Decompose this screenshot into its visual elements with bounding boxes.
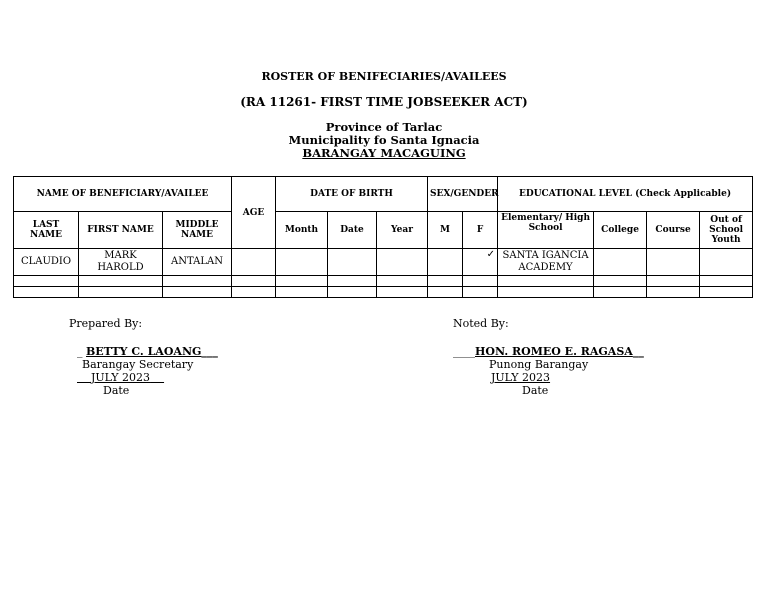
cell-f xyxy=(463,249,498,276)
prepared-name: BETTY C. LAOANG xyxy=(86,345,202,358)
cell-first-name: MARK HAROLD xyxy=(79,249,163,276)
cell-year xyxy=(377,249,428,276)
noted-position: Punong Barangay xyxy=(489,358,589,371)
header-name: NAME OF BENEFICIARY/AVAILEE xyxy=(14,177,232,212)
prepared-date: JULY 2023 xyxy=(91,371,151,384)
cell-course xyxy=(647,249,700,276)
noted-name: HON. ROMEO E. RAGASA xyxy=(475,345,633,358)
noted-date: JULY 2023 xyxy=(491,371,551,384)
noted-by-block: ____HON. ROMEO E. RAGASA__ Punong Barangay JULY 2023 Date xyxy=(453,345,644,397)
cell-middle-name: ANTALAN xyxy=(163,249,232,276)
province: Province of Tarlac xyxy=(325,120,443,134)
header-dob: DATE OF BIRTH xyxy=(276,177,428,212)
cell-m xyxy=(428,249,463,276)
header-last-name: LAST NAME xyxy=(14,212,79,249)
header-edu: EDUCATIONAL LEVEL (Check Applicable) xyxy=(498,177,753,212)
prepared-date-label: Date xyxy=(103,384,130,397)
location-block xyxy=(0,121,768,160)
cell-college xyxy=(594,249,647,276)
sub-header-row xyxy=(14,212,753,249)
roster-table xyxy=(13,176,753,298)
prepared-label: Prepared By: xyxy=(69,317,143,330)
header-year: Year xyxy=(377,212,428,249)
noted-date-label: Date xyxy=(522,384,549,397)
header-first-name: FIRST NAME xyxy=(79,212,163,249)
document-subtitle: (RA 11261- FIRST TIME JOBSEEKER ACT) xyxy=(240,95,528,109)
header-m: M xyxy=(428,212,463,249)
cell-age xyxy=(232,249,276,276)
header-date: Date xyxy=(328,212,377,249)
cell-elem-hs: SANTA IGANCIA ACADEMY xyxy=(498,249,594,276)
noted-label: Noted By: xyxy=(453,317,509,330)
group-header-row xyxy=(14,177,753,212)
prepared-position: Barangay Secretary xyxy=(82,358,194,371)
header-month: Month xyxy=(276,212,328,249)
cell-date xyxy=(328,249,377,276)
header-elem-hs: Elementary/ High School xyxy=(498,212,594,249)
document-title: ROSTER OF BENIFECIARIES/AVAILEES xyxy=(261,70,507,83)
cell-last-name: CLAUDIO xyxy=(14,249,79,276)
header-f: F xyxy=(463,212,498,249)
header-college: College xyxy=(594,212,647,249)
barangay: BARANGAY MACAGUING xyxy=(302,146,466,160)
table-row xyxy=(14,287,753,298)
prepared-by-block: _ BETTY C. LAOANG___ Barangay Secretary JULY 2023 Date xyxy=(77,345,218,397)
cell-oosy xyxy=(700,249,753,276)
cell-month xyxy=(276,249,328,276)
table-row xyxy=(14,276,753,287)
municipality: Municipality fo Santa Ignacia xyxy=(288,133,480,147)
header-middle-name: MIDDLE NAME xyxy=(163,212,232,249)
header-age: AGE xyxy=(232,177,276,249)
table-row xyxy=(14,249,753,276)
header-sex: SEX/GENDER xyxy=(428,177,498,212)
check-mark-icon: ✓ xyxy=(486,249,496,260)
header-oosy: Out of School Youth xyxy=(700,212,753,249)
header-course: Course xyxy=(647,212,700,249)
